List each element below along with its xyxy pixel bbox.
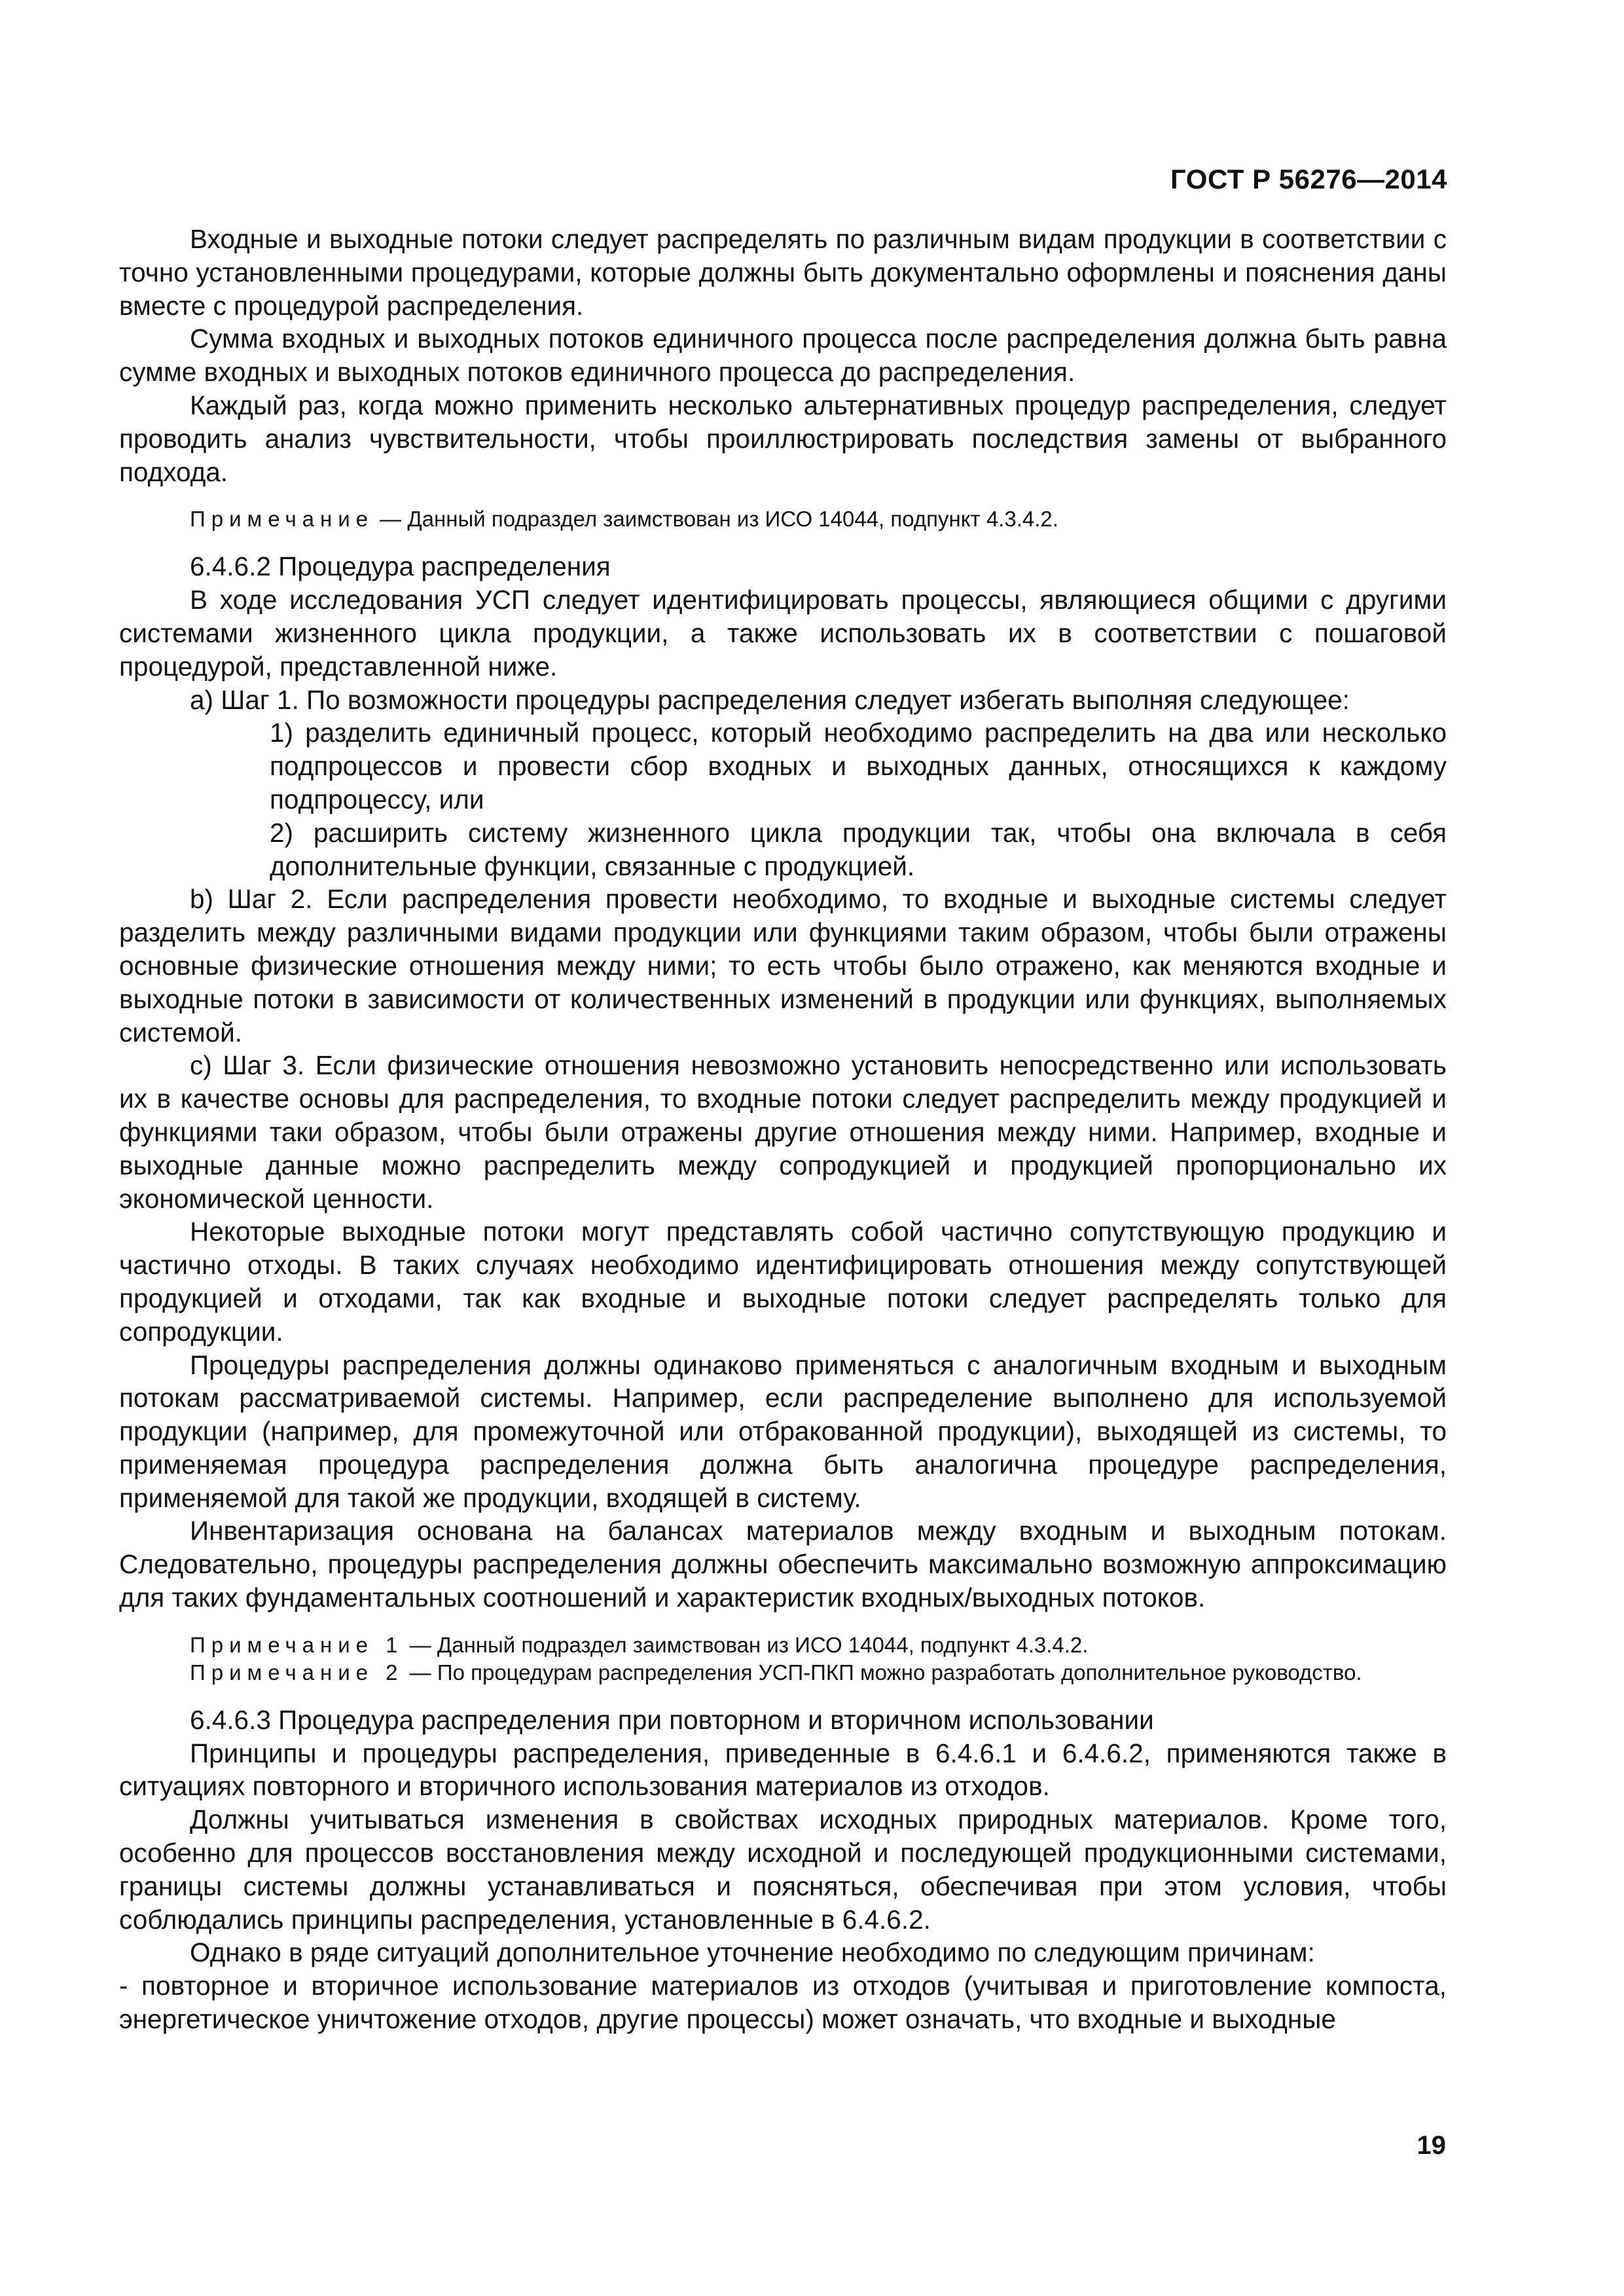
note [119,1659,1447,1686]
paragraph: В ходе исследования УСП следует идентифицировать процессы, являющиеся общими с другими системами жизненного цикла продукции, а также использовать их в соответствии с пошаговой процедурой, представленной ниже. [119,585,1447,682]
document-code: ГОСТ Р 56276—2014 [1170,164,1447,194]
section-heading: 6.4.6.3 Процедура распределения при повторном и вторичном использовании [190,1704,1154,1735]
note [119,505,1447,533]
note [119,1631,1447,1659]
paragraph: Процедуры распределения должны одинаково применяться с аналогичным входным и выходным потокам рассматриваемой системы. Например, если распределение выполнено для используемой продукции (например, для промежуточной или отбракованной продукции), выходящей из системы, то применяемая процедура распределения должна быть аналогична процедуре распределения, применяемой для такой же продукции, входящей в систему. [119,1349,1447,1513]
paragraph: Сумма входных и выходных потоков единичного процесса после распределения должна быть равна сумме входных и выходных потоков единичного процесса до распределения. [119,323,1447,388]
sub-list-item: 2) расширить систему жизненного цикла продукции так, чтобы она включала в себя дополнительные функции, связанные с продукцией. [270,817,1447,881]
list-item: с) Шаг 3. Если физические отношения невозможно установить непосредственно или использовать их в качестве основы для распределения, то входные потоки следует распределить между продукцией и функциями таки образом, чтобы были отражены другие отношения между ними. Например, входные и выходные данные можно распределить между сопродукцией и продукцией пропорционально их экономической ценности. [119,1050,1447,1214]
paragraph: Входные и выходные потоки следует распределять по различным видам продукции в соответствии с точно установленными процедурами, которые должны быть документально оформлены и пояснения даны вместе с процедурой распределения. [119,224,1447,321]
paragraph: Каждый раз, когда можно применить несколько альтернативных процедур распределения, следует проводить анализ чувствительности, чтобы проиллюстрировать последствия замены от выбранного подхода. [119,390,1447,487]
page-number: 19 [1416,2131,1446,2160]
note-text: — Данный подраздел заимствован из ИСО 14044, подпункт 4.3.4.2. [403,1632,1089,1657]
note-text: — Данный подраздел заимствован из ИСО 14044, подпункт 4.3.4.2. [374,507,1058,532]
paragraph: Принципы и процедуры распределения, приведенные в 6.4.6.1 и 6.4.6.2, применяются также в ситуациях повторного и вторичного использования материалов из отходов. [119,1738,1447,1802]
document-body [119,223,1447,2036]
paragraph: Однако в ряде ситуаций дополнительное уточнение необходимо по следующим причинам: [190,1937,1315,1968]
list-item: b) Шаг 2. Если распределения провести необходимо, то входные и выходные системы следует разделить между различными видами продукции или функциями таким образом, чтобы были отражены основные физические отношения между ними; то есть чтобы было отражено, как меняются входные и выходные потоки в зависимости от количественных изменений в продукции или функциях, выполняемых системой. [119,884,1447,1048]
section-heading: 6.4.6.2 Процедура распределения [190,551,611,582]
note-label: Примечание 1 [190,1632,404,1657]
paragraph: - повторное и вторичное использование материалов из отходов (учитывая и приготовление компоста, энергетическое уничтожение отходов, другие процессы) может означать, что входные и выходные [119,1971,1447,2035]
sub-list-item: 1) разделить единичный процесс, который необходимо распределить на два или несколько подпроцессов и провести сбор входных и выходных данных, относящихся к каждому подпроцессу, или [270,718,1447,814]
paragraph: Некоторые выходные потоки могут представлять собой частично сопутствующую продукцию и частично отходы. В таких случаях необходимо идентифицировать отношения между сопутствующей продукцией и отходами, так как входные и выходные потоки следует распределять только для сопродукции. [119,1216,1447,1347]
paragraph: Должны учитываться изменения в свойствах исходных природных материалов. Кроме того, особенно для процессов восстановления между исходной и последующей продукционными системами, границы системы должны устанавливаться и поясняться, обеспечивая при этом условия, чтобы соблюдались принципы распределения, установленные в 6.4.6.2. [119,1804,1447,1935]
note-label: Примечание 2 [190,1660,404,1685]
note-label: Примечание [190,507,374,532]
paragraph: Инвентаризация основана на балансах материалов между входным и выходным потокам. Следовательно, процедуры распределения должны обеспечить максимально возможную аппроксимацию для таких фундаментальных соотношений и характеристик входных/выходных потоков. [119,1516,1447,1613]
note-text: — По процедурам распределения УСП-ПКП можно разработать дополнительное руководство. [403,1660,1362,1685]
list-item: а) Шаг 1. По возможности процедуры распределения следует избегать выполняя следующее: [190,684,1350,715]
